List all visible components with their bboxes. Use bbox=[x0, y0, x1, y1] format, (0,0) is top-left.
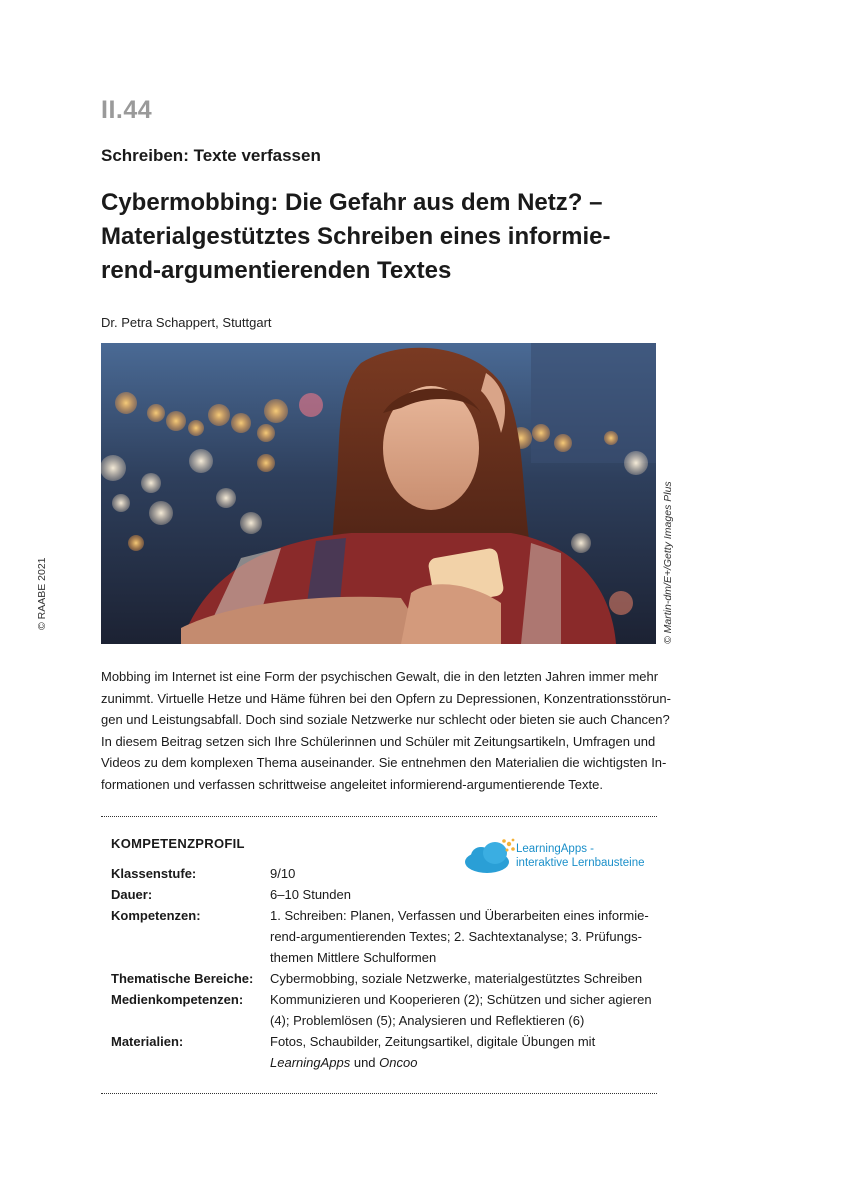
profile-heading: KOMPETENZPROFIL bbox=[111, 836, 245, 851]
profile-value-line: 1. Schreiben: Planen, Verfassen und Überarbeiten eines informie- bbox=[270, 908, 649, 923]
chapter-number: II.44 bbox=[101, 96, 153, 124]
intro-line: formationen und verfassen schrittweise angeleitet informierend-argumentierende Texte. bbox=[101, 776, 603, 792]
app-name: LearningApps bbox=[270, 1055, 351, 1070]
profile-label: Medienkompetenzen: bbox=[111, 992, 244, 1007]
intro-line: gen und Leistungsabfall. Doch sind soziale Netzwerke nur schlecht oder bieten sie auch Chancen? bbox=[101, 712, 670, 727]
cloud-icon bbox=[465, 839, 515, 873]
divider bbox=[101, 1093, 657, 1094]
copyright-note: © RAABE 2021 bbox=[36, 557, 48, 630]
photo-illustration bbox=[101, 343, 656, 644]
author-line: Dr. Petra Schappert, Stuttgart bbox=[101, 315, 272, 330]
learningapps-logo bbox=[463, 836, 658, 876]
section-heading: Schreiben: Texte verfassen bbox=[101, 146, 321, 165]
title-line: Cybermobbing: Die Gefahr aus dem Netz? – bbox=[101, 189, 603, 216]
cover-photo bbox=[101, 343, 656, 644]
intro-paragraph bbox=[101, 666, 671, 795]
profile-value bbox=[270, 884, 351, 905]
profile-value-line: 9/10 bbox=[270, 866, 296, 881]
profile-value bbox=[270, 1031, 595, 1073]
profile-label: Thematische Bereiche: bbox=[111, 971, 254, 986]
logo-text-line: LearningApps - bbox=[516, 843, 594, 855]
profile-label: Kompetenzen: bbox=[111, 908, 201, 923]
intro-line: Videos zu dem komplexen Thema auseinander. Sie entnehmen den Materialien die wichtigsten In- bbox=[101, 755, 667, 770]
profile-value-line: Cybermobbing, soziale Netzwerke, materialgestütztes Schreiben bbox=[270, 971, 643, 986]
profile-value bbox=[270, 968, 642, 989]
profile-value-line bbox=[270, 1052, 595, 1073]
profile-label: Klassenstufe: bbox=[111, 866, 197, 881]
app-name: Oncoo bbox=[379, 1055, 418, 1070]
profile-value bbox=[270, 905, 649, 968]
profile-value-line: (4); Problemlösen (5); Analysieren und Reflektieren (6) bbox=[270, 1013, 585, 1028]
profile-value-line: Kommunizieren und Kooperieren (2); Schützen und sicher agieren bbox=[270, 992, 652, 1007]
intro-line: zunimmt. Virtuelle Hetze und Häme führen bei den Opfern zu Depressionen, Konzentrationsstörun- bbox=[101, 690, 671, 706]
divider bbox=[101, 816, 657, 817]
intro-line: Mobbing im Internet ist eine Form der psychischen Gewalt, die in den letzten Jahren immer mehr bbox=[101, 669, 659, 684]
title-line: rend-argumentierenden Textes bbox=[101, 257, 452, 284]
logo-text-line: interaktive Lernbausteine bbox=[516, 857, 645, 869]
profile-value bbox=[270, 989, 652, 1031]
title-line: Materialgestütztes Schreiben eines informie- bbox=[101, 223, 611, 250]
connector-text: und bbox=[350, 1055, 380, 1070]
article-title bbox=[101, 186, 681, 288]
profile-value-line: rend-argumentierenden Textes; 2. Sachtextanalyse; 3. Prüfungs- bbox=[270, 929, 642, 944]
profile-label: Dauer: bbox=[111, 887, 153, 902]
profile-value-line: Fotos, Schaubilder, Zeitungsartikel, digitale Übungen mit bbox=[270, 1034, 596, 1049]
intro-line: In diesem Beitrag setzen sich Ihre Schülerinnen und Schüler mit Zeitungsartikeln, Umfragen und bbox=[101, 733, 656, 749]
profile-label: Materialien: bbox=[111, 1034, 184, 1049]
profile-value-line: 6–10 Stunden bbox=[270, 887, 351, 902]
photo-credit: © Martin-dm/E+/Getty Images Plus bbox=[662, 481, 674, 644]
profile-value-line: themen Mittlere Schulformen bbox=[270, 950, 437, 965]
profile-value bbox=[270, 863, 295, 884]
